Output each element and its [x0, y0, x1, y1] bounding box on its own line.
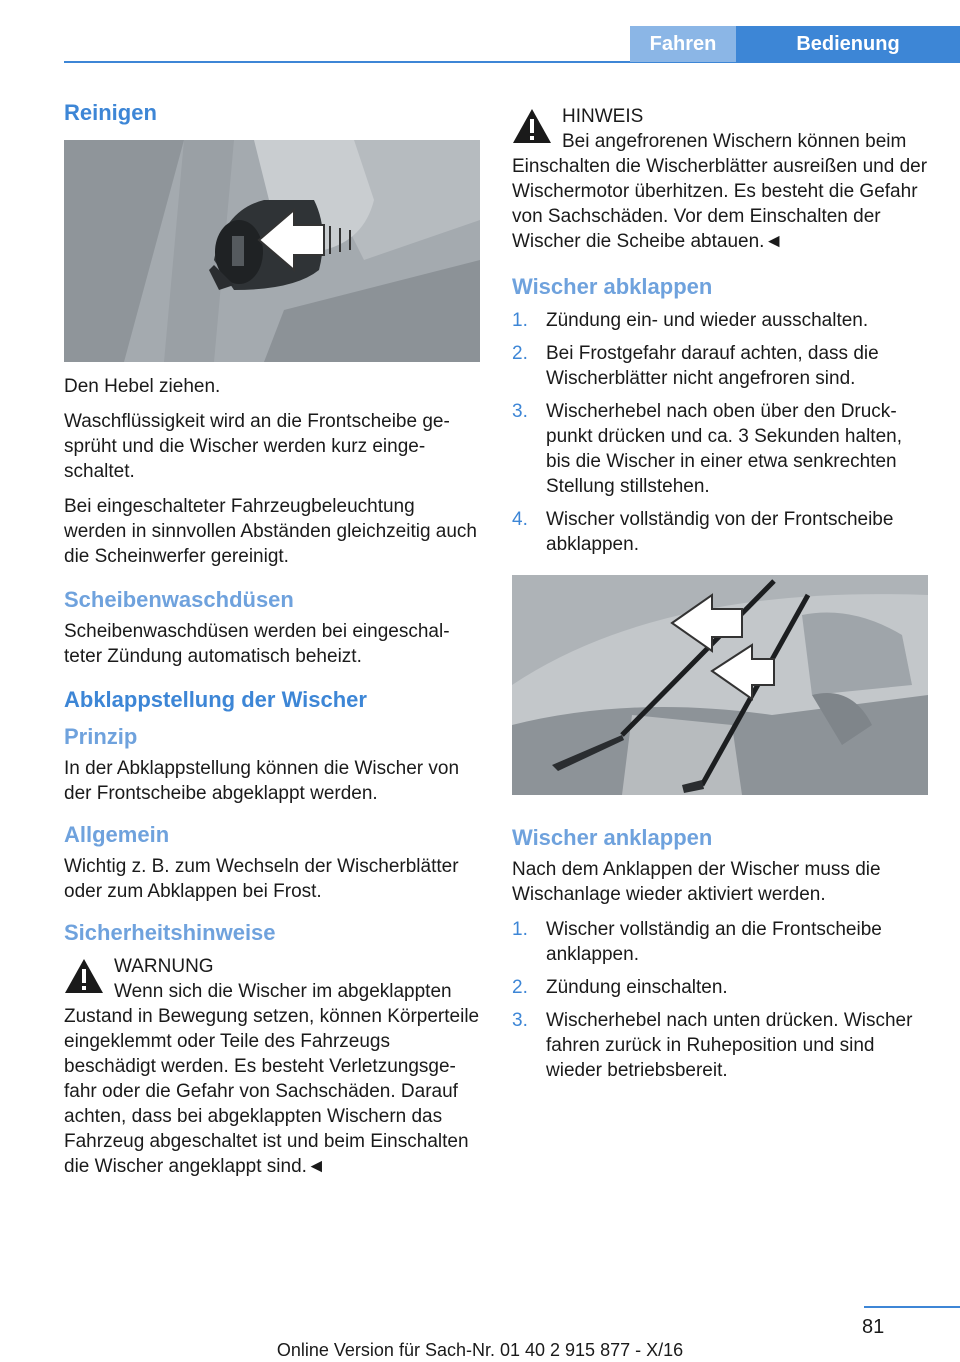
- right-column: [512, 104, 928, 1097]
- text-waschfluessigkeit: Waschflüssigkeit wird an die Frontscheibe gesprüht und die Wischer werden kurz eingeschaltet.: [64, 411, 450, 482]
- warning-block: [64, 954, 480, 1179]
- text-duesen: Scheibenwaschdüsen werden bei eingeschalteter Zündung automatisch beheizt.: [64, 621, 450, 667]
- warning-text: Wenn sich die Wischer im abgeklappten Zustand in Bewegung setzen, können Körperteile eingeklemmt oder Teile des Fahrzeugs beschädigt werden. Es besteht Verletzungsgefahr oder die Gefahr von Sachschäden. Darauf achten, dass bei abgeklappten Wischern das Fahrzeug abgeschaltet ist und beim Einschalten die Wischer angeklappt sind.◄: [64, 981, 480, 1177]
- heading-wischer-anklappen: Wischer anklappen: [512, 825, 713, 850]
- warning-title: WARNUNG: [114, 956, 214, 977]
- heading-wischer-abklappen: Wischer abklappen: [512, 274, 713, 299]
- wiper-photo: [512, 575, 928, 795]
- warning-icon: [512, 108, 552, 144]
- warning-icon: [64, 958, 104, 994]
- text-allgemein: Wichtig z. B. zum Wechseln der Wischerblätter oder zum Abklappen bei Frost.: [64, 856, 459, 902]
- text-prinzip: In der Abklappstellung können die Wischer von der Frontscheibe abgeklappt werden.: [64, 758, 460, 804]
- tab-fahren[interactable]: Fahren: [630, 26, 736, 62]
- text-anklappen: Nach dem Anklappen der Wischer muss die Wischanlage wieder aktiviert werden.: [512, 859, 881, 905]
- list-item: 1. Wischer vollständig an die Frontscheibe anklappen.: [512, 919, 882, 965]
- list-item: 3. Wischerhebel nach oben über den Druckpunkt drücken und ca. 3 Sekunden halten, bis die Wischer in einer etwa senkrechten Stellung stillstehen.: [512, 401, 902, 497]
- hint-block: [512, 104, 928, 254]
- heading-prinzip: Prinzip: [64, 724, 138, 749]
- heading-sicherheitshinweise: Sicherheitshinweise: [64, 920, 276, 945]
- hint-title: HINWEIS: [562, 106, 644, 127]
- heading-allgemein: Allgemein: [64, 822, 170, 847]
- heading-abklappstellung: Abklappstellung der Wischer: [64, 687, 367, 712]
- list-item: 3. Wischerhebel nach unten drücken. Wischer fahren zurück in Ruheposition und sind wieder betriebsbereit.: [512, 1010, 913, 1081]
- left-column: [64, 98, 480, 1179]
- steps-anklappen: [512, 917, 928, 1083]
- list-item: 4. Wischer vollständig von der Frontscheibe abklappen.: [512, 509, 894, 555]
- heading-reinigen: Reinigen: [64, 100, 157, 125]
- heading-scheibenwaschduesen: Scheibenwaschdüsen: [64, 587, 294, 612]
- online-version-text: Online Version für Sach-Nr. 01 40 2 915 877 - X/16: [276, 1340, 684, 1360]
- list-item: 2. Zündung einschalten.: [512, 977, 728, 998]
- page-number: 81: [862, 1316, 885, 1338]
- hint-text: Bei angefrorenen Wischern können beim Einschalten die Wischerblätter ausreißen und der Wischermotor überhitzen. Es besteht die Gefahr von Sachschäden. Vor dem Einschalten der Wischer die Scheibe abtauen.◄: [512, 131, 928, 252]
- steps-abklappen: [512, 308, 928, 557]
- tab-bedienung[interactable]: Bedienung: [736, 26, 960, 62]
- list-item: 1. Zündung ein- und wieder ausschalten.: [512, 310, 869, 331]
- list-item: 2. Bei Frostgefahr darauf achten, dass die Wischerblätter nicht angefroren sind.: [512, 343, 879, 389]
- lever-photo: [64, 140, 480, 362]
- text-scheinwerfer: Bei eingeschalteter Fahrzeugbeleuchtung werden in sinnvollen Abständen gleichzeitig auch die Scheinwerfer gereinigt.: [64, 496, 477, 567]
- text-hebel-ziehen: Den Hebel ziehen.: [64, 376, 221, 397]
- footer-rule: [864, 1306, 960, 1308]
